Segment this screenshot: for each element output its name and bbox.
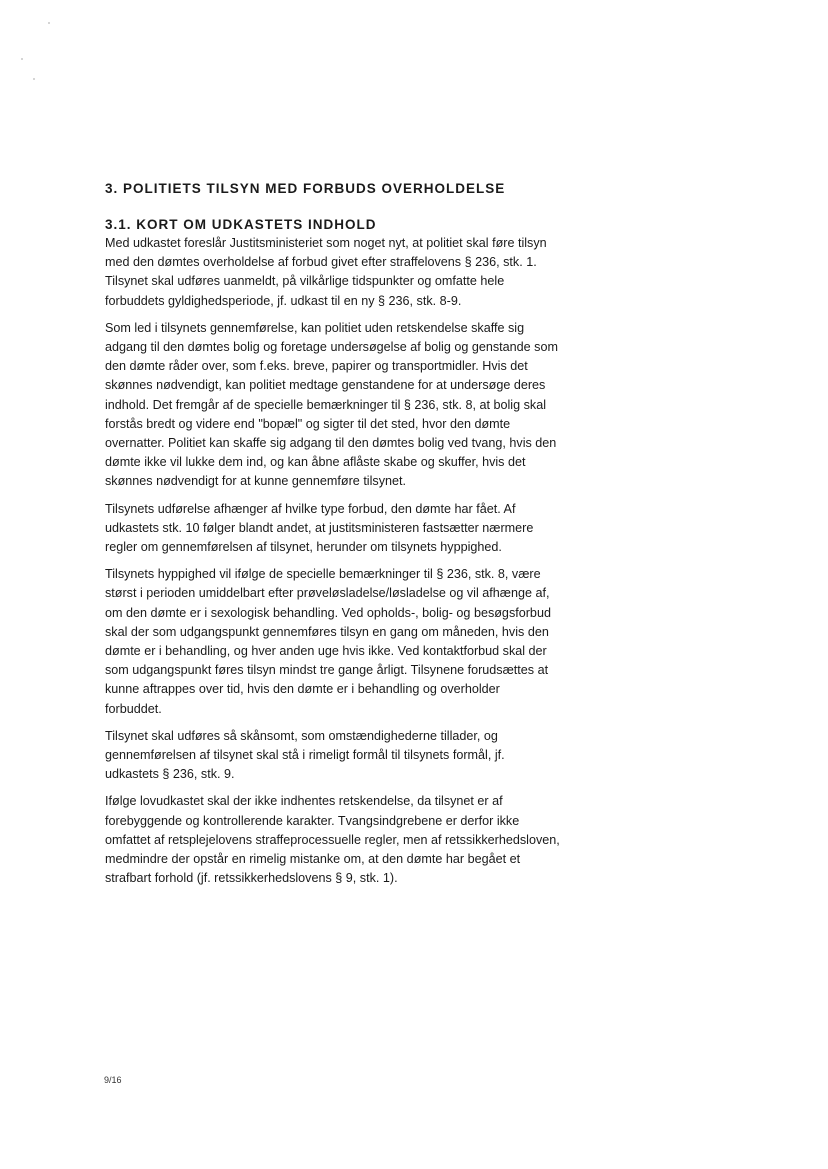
paragraph: Ifølge lovudkastet skal der ikke indhentes retskendelse, da tilsynet er af forebyggende og kontrollerende karakter. Tvangsindgrebene er derfor ikke omfattet af retsplejelovens straffeprocessuelle regler, men af retssikkerhedsloven, medmindre der opstår en rimelig mistanke om, at den dømte har begået et strafbart forhold (jf. retssikkerhedslovens § 9, stk. 1). — [105, 794, 560, 886]
scan-speck — [48, 22, 50, 24]
paragraph: Som led i tilsynets gennemførelse, kan politiet uden retskendelse skaffe sig adgang til den dømtes bolig og foretage undersøgelse af bolig og genstande som den dømte råder over, som f.eks. breve, papirer og transportmidler. Hvis det skønnes nødvendigt, kan politiet medtage genstandene for at undersøge deres indhold. Det fremgår af de specielle bemærkninger til § 236, stk. 8, at bolig skal forstås bredt og videre end "bopæl" og sigter til det sted, hvor den dømte overnatter. Politiet kan skaffe sig adgang til den dømtes bolig ved tvang, hvis den dømte ikke vil lukke dem ind, og kan åbne aflåste skabe og skuffer, hvis det skønnes nødvendigt for at kunne gennemføre tilsynet. — [105, 320, 558, 489]
paragraph: Tilsynets udførelse afhænger af hvilke type forbud, den dømte har fået. Af udkastets stk. 10 følger blandt andet, at justitsministeren fastsætter nærmere regler om gennemførelsen af tilsynet, herunder om tilsynets hyppighed. — [105, 501, 534, 555]
document-body — [105, 180, 560, 897]
section-title: 3. POLITIETS TILSYN MED FORBUDS OVERHOLDELSE — [105, 181, 506, 196]
scan-speck — [33, 78, 35, 80]
paragraph: Tilsynet skal udføres så skånsomt, som omstændighederne tillader, og gennemførelsen af tilsynet skal stå i rimeligt formål til tilsynets formål, jf. udkastets § 236, stk. 9. — [105, 728, 505, 782]
paragraph: Tilsynets hyppighed vil ifølge de specielle bemærkninger til § 236, stk. 8, være størst i perioden umiddelbart efter prøveløsladelse/løsladelse og vil afhænge af, om den dømte er i sexologisk behandling. Ved opholds-, bolig- og besøgsforbud skal der som udgangspunkt gennemføres tilsyn en gang om måneden, hvis den dømte er i behandling, og hver anden uge hvis ikke. Ved kontaktforbud skal der som udgangspunkt føres tilsyn mindst tre gange årligt. Tilsynene forudsættes at kunne aftrappes over tid, hvis den dømte er i behandling og overholder forbuddet. — [105, 567, 551, 716]
subsection-title: 3.1. KORT OM UDKASTETS INDHOLD — [105, 217, 377, 232]
page-number: 9/16 — [104, 1075, 122, 1085]
paragraph: Med udkastet foreslår Justitsministeriet som noget nyt, at politiet skal føre tilsyn med den dømtes overholdelse af forbud givet efter straffelovens § 236, stk. 1. Tilsynet skal udføres uanmeldt, på vilkårlige tidspunkter og omfatte hele forbuddets gyldighedsperiode, jf. udkast til en ny § 236, stk. 8-9. — [105, 236, 547, 308]
scan-speck — [21, 58, 23, 60]
